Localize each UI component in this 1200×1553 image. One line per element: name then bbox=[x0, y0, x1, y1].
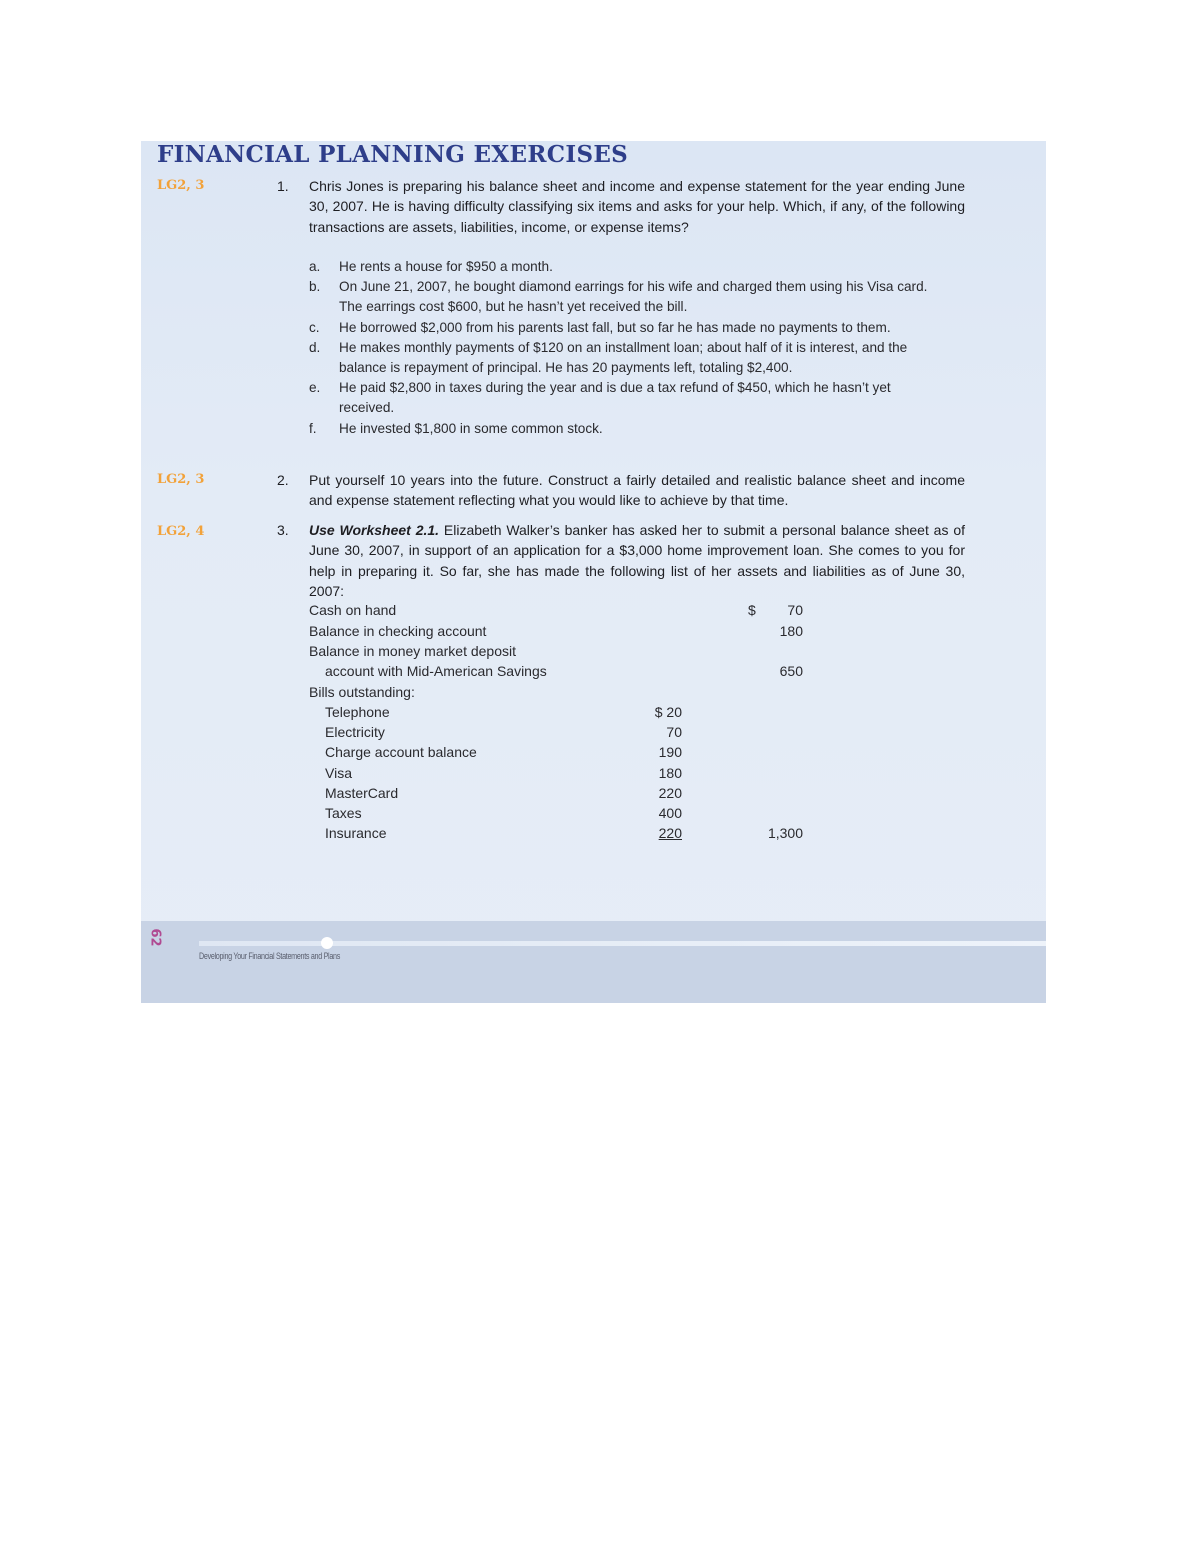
learning-goal-tag: LG2, 4 bbox=[157, 524, 205, 539]
page-number: 62 bbox=[147, 928, 163, 947]
bill-label: Charge account balance bbox=[325, 744, 477, 760]
bill-label: Telephone bbox=[325, 704, 390, 720]
list-item bbox=[307, 338, 947, 378]
exercise-3-body: Elizabeth Walker’s banker has asked her to submit a personal balance sheet as of June 30, 2007, in support of an application for a $3,000 home improvement loan. She comes to you for help in preparing it. So far, she has made the following list of her assets and liabilities as of June 30, 2007: bbox=[309, 522, 965, 599]
cash-dollar-sign: $ bbox=[748, 602, 756, 618]
section-heading: FINANCIAL PLANNING EXERCISES bbox=[157, 141, 629, 168]
item-letter: a. bbox=[309, 259, 321, 274]
list-item bbox=[307, 257, 947, 277]
bill-value: 220 bbox=[658, 785, 682, 801]
checking-label: Balance in checking account bbox=[309, 623, 487, 639]
bill-label: Electricity bbox=[325, 724, 385, 740]
item-letter: e. bbox=[309, 380, 321, 396]
list-item bbox=[307, 277, 947, 317]
learning-goal-tag: LG2, 3 bbox=[157, 472, 205, 487]
exercise-number: 1. bbox=[277, 178, 289, 194]
list-item bbox=[307, 378, 947, 418]
money-market-value: 650 bbox=[779, 663, 803, 679]
bill-label: Visa bbox=[325, 765, 352, 781]
list-item bbox=[307, 419, 947, 439]
exercise-number: 3. bbox=[277, 522, 289, 538]
item-letter: b. bbox=[309, 279, 321, 295]
cash-label: Cash on hand bbox=[309, 602, 397, 618]
item-letter: d. bbox=[309, 339, 321, 355]
exercise-2-text: Put yourself 10 years into the future. Construct a fairly detailed and realistic balance sheet and income and expense statement reflecting what you would like to achieve by that time. bbox=[309, 472, 965, 509]
checking-value: 180 bbox=[779, 623, 803, 639]
item-letter: c. bbox=[309, 319, 320, 335]
exercise-3-text bbox=[309, 520, 965, 601]
bill-value: 190 bbox=[658, 744, 682, 760]
item-text: He makes monthly payments of $120 on an installment loan; about half of it is interest, and the balance is repayment of principal. He has 20 payments left, totaling $2,400. bbox=[339, 339, 908, 376]
footer-dot bbox=[321, 937, 333, 949]
footer-band bbox=[141, 921, 1046, 1003]
bills-outstanding-label: Bills outstanding: bbox=[309, 684, 415, 700]
exercise-1-items bbox=[307, 257, 947, 439]
cash-value: 70 bbox=[787, 602, 803, 618]
bill-label: Taxes bbox=[325, 805, 362, 821]
exercise-number: 2. bbox=[277, 472, 289, 488]
bill-value: 70 bbox=[666, 724, 682, 740]
item-text: On June 21, 2007, he bought diamond earrings for his wife and charged them using his Visa card. The earrings cost $600, but he hasn’t yet received the bill. bbox=[339, 279, 928, 315]
money-market-label: Balance in money market deposit bbox=[309, 643, 516, 659]
bill-label: Insurance bbox=[325, 825, 387, 841]
item-letter: f. bbox=[309, 420, 317, 436]
item-text: He rents a house for $950 a month. bbox=[339, 259, 553, 274]
bill-value: 180 bbox=[658, 765, 682, 781]
exercise-1-text: Chris Jones is preparing his balance sheet and income and expense statement for the year ending June 30, 2007. He is having difficulty classifying six items and asks for your help. Which, if any, of the following transactions are assets, liabilities, income, or expense items? bbox=[309, 178, 965, 235]
bill-value: 400 bbox=[658, 805, 682, 821]
learning-goal-tag: LG2, 3 bbox=[157, 178, 205, 193]
bill-value: 220 bbox=[658, 825, 682, 841]
worksheet-reference: Use Worksheet 2.1. bbox=[309, 522, 440, 538]
item-text: He paid $2,800 in taxes during the year and is due a tax refund of $450, which he hasn’t yet received. bbox=[339, 380, 891, 416]
textbook-page bbox=[141, 141, 1046, 1003]
bills-total: 1,300 bbox=[767, 825, 803, 841]
item-text: He borrowed $2,000 from his parents last fall, but so far he has made no payments to them. bbox=[339, 319, 891, 335]
money-market-label-cont: account with Mid-American Savings bbox=[325, 663, 547, 679]
item-text: He invested $1,800 in some common stock. bbox=[339, 420, 603, 436]
list-item bbox=[307, 318, 947, 338]
bill-value: $ 20 bbox=[654, 704, 682, 720]
bill-label: MasterCard bbox=[325, 785, 399, 801]
chapter-title: Developing Your Financial Statements and Plans bbox=[199, 951, 340, 961]
